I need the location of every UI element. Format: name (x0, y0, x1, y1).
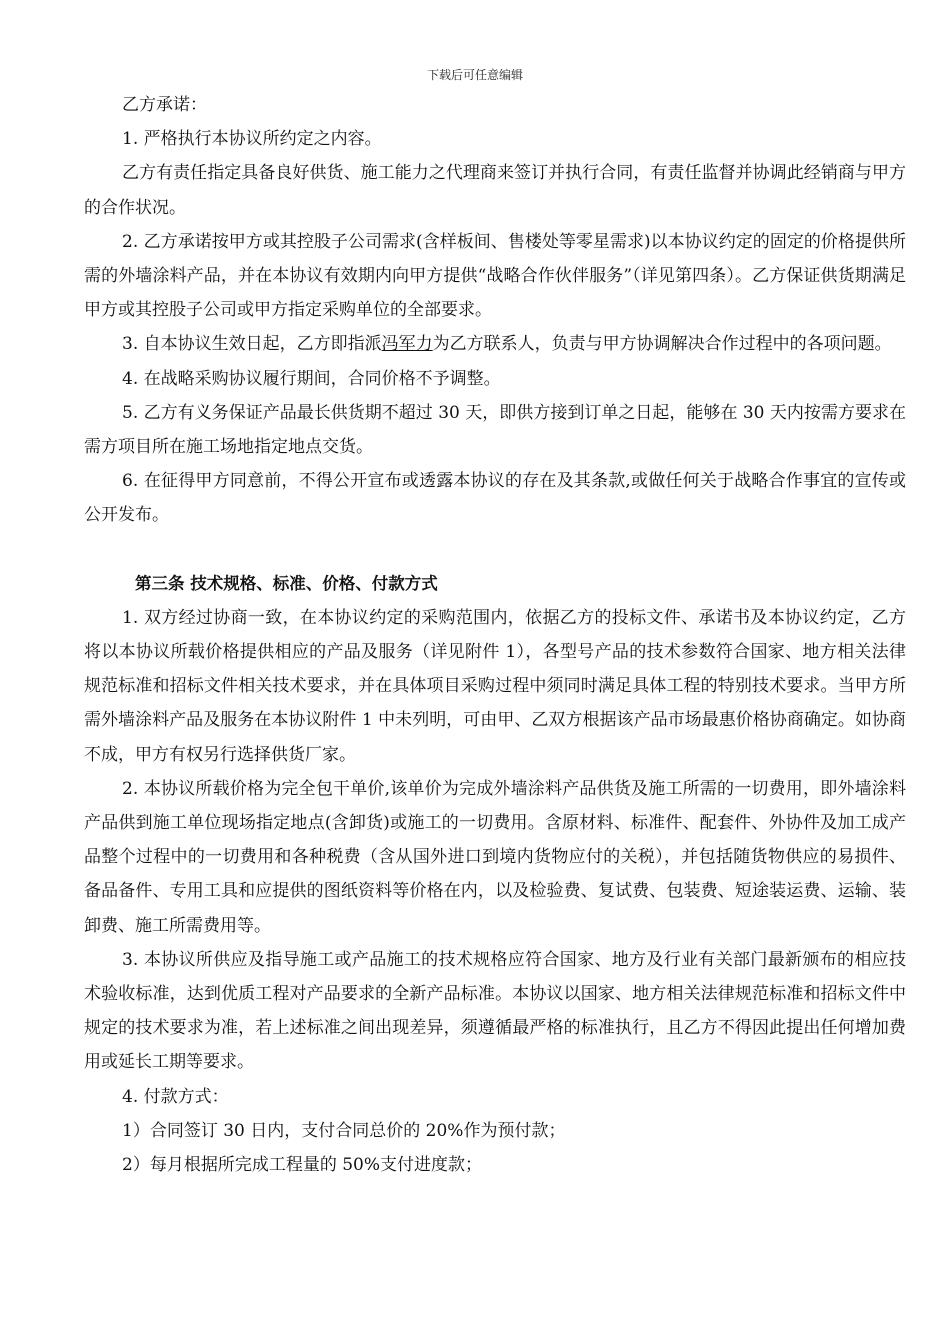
promise-title: 乙方承诺： (122, 95, 207, 115)
promise-item-5: 5. 乙方有义务保证产品最长供货期不超过 30 天，即供方接到订单之日起，能够在 30 天内按需方要求在需方项目所在施工场地指定地点交货。 (84, 402, 906, 458)
page-header-note: 下载后可任意编辑 (426, 68, 523, 82)
article-3-paragraph-4: 4. 付款方式： (122, 1086, 229, 1107)
payment-term-2: 2）每月根据所完成工程量的 50%支付进度款； (122, 1155, 483, 1176)
promise-item-2: 2. 乙方承诺按甲方或其控股子公司需求(含样板间、售楼处等零星需求)以本协议约定的固定的价格提供所需的外墙涂料产品，并在本协议有效期内向甲方提供“战略合作伙伴服务”（详见第四条）。乙方保证供货期满足甲方或其控股子公司或甲方指定采购单位的全部要求。 (84, 231, 906, 321)
payment-term-1: 1）合同签订 30 日内，支付合同总价的 20%作为预付款； (122, 1120, 566, 1141)
article-3-paragraph-2: 2. 本协议所载价格为完全包干单价,该单价为完成外墙涂料产品供货及施工所需的一切费用，即外墙涂料产品供到施工单位现场指定地点(含卸货)或施工的一切费用。含原材料、标准件、配套件、外协件及加工成产品整个过程中的一切费用和各种税费（含从国外进口到境内货物应付的关税），并包括随货物供应的易损件、备品备件、专用工具和应提供的图纸资料等价格在内，以及检验费、复试费、包装费、短途装运费、运输、装卸费、施工所需费用等。 (84, 778, 906, 936)
section-gap (84, 533, 906, 567)
promise-item-3 (84, 327, 906, 361)
article-3-paragraph-1: 1. 双方经过协商一致，在本协议约定的采购范围内，依据乙方的投标文件、承诺书及本协议约定，乙方将以本协议所载价格提供相应的产品及服务（详见附件 1），各型号产品的技术参数符合国家、地方相关法律规范标准和招标文件相关技术要求，并在具体项目采购过程中须同时满足具体工程的特别技术要求。当甲方所需外墙涂料产品及服务在本协议附件 1 中未列明，可由甲、乙双方根据该产品市场最惠价格协商确定。如协商不成，甲方有权另行选择供货厂家。 (84, 607, 906, 765)
promise-item-6: 6. 在征得甲方同意前，不得公开宣布或透露本协议的存在及其条款,或做任何关于战略合作事宜的宣传或公开发布。 (84, 471, 906, 526)
contact-person-name: 冯军力 (381, 334, 433, 355)
promise-item-4: 4. 在战略采购协议履行期间，合同价格不予调整。 (122, 368, 501, 389)
promise-item-3-after: 为乙方联系人，负责与甲方协调解决合作过程中的各项问题。 (432, 334, 892, 355)
article-3-heading: 第三条 技术规格、标准、价格、付款方式 (135, 573, 438, 593)
article-3-paragraph-3: 3. 本协议所供应及指导施工或产品施工的技术规格应符合国家、地方及行业有关部门最新颁布的相应技术验收标准，达到优质工程对产品要求的全新产品标准。本协议以国家、地方相关法律规范标准和招标文件中规定的技术要求为准，若上述标准之间出现差异，须遵循最严格的标准执行，且乙方不得因此提出任何增加费用或延长工期等要求。 (84, 949, 906, 1073)
promise-item-1-detail: 乙方有责任指定具备良好供货、施工能力之代理商来签订并执行合同，有责任监督并协调此经销商与甲方的合作状况。 (84, 163, 906, 218)
promise-item-3-before: 3. 自本协议生效日起，乙方即指派 (122, 334, 382, 355)
document-body (84, 88, 906, 1182)
promise-item-1: 1. 严格执行本协议所约定之内容。 (122, 129, 382, 150)
